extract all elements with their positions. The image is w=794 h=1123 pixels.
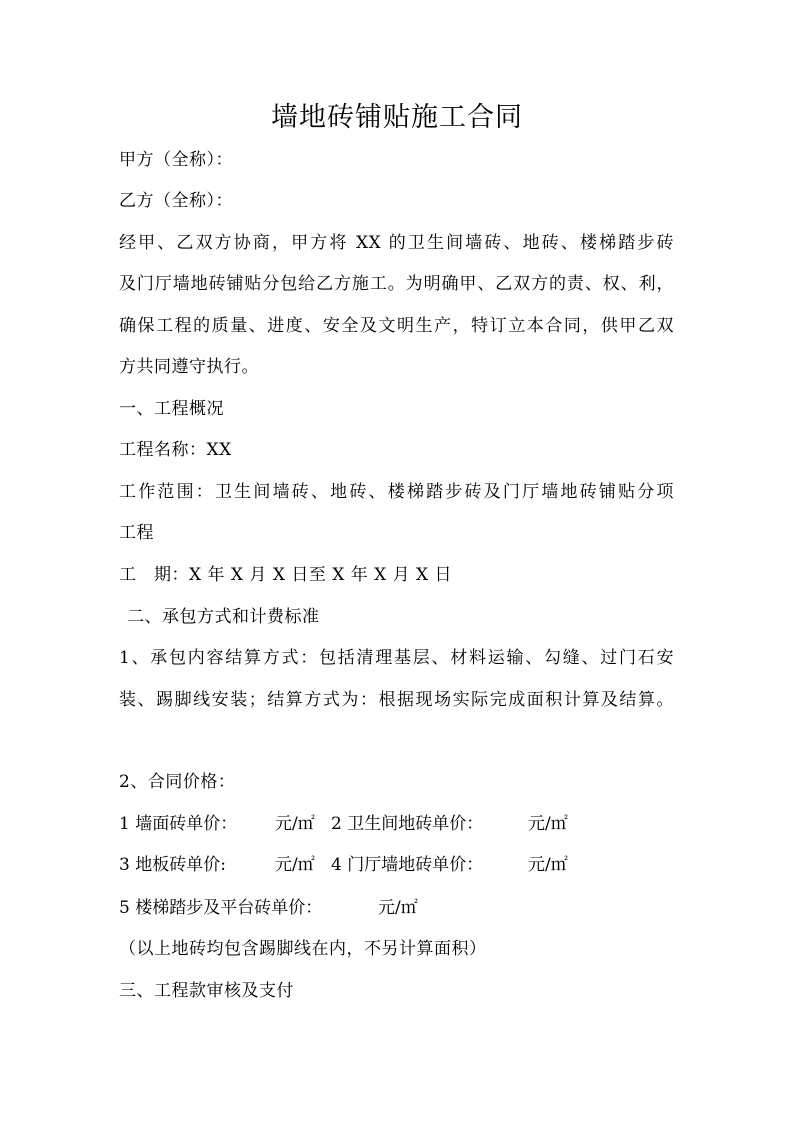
floor-tile-price-label: 3 地板砖单价: [119, 855, 226, 875]
document-title: 墙地砖铺贴施工合同 [271, 102, 523, 133]
work-scope-line: 工程 [119, 523, 154, 543]
intro-line: 确保工程的质量、进度、安全及文明生产，特订立本合同，供甲乙双 [119, 316, 674, 336]
unit-label: 元/㎡ [275, 814, 315, 834]
price-note: （以上地砖均包含踢脚线在内，不另计算面积） [119, 939, 487, 959]
contract-price-heading: 2、合同价格： [119, 772, 236, 792]
work-period: 工 期：X 年 X 月 X 日至 X 年 X 月 X 日 [119, 565, 453, 585]
work-scope-line: 工作范围：卫生间墙砖、地砖、楼梯踏步砖及门厅墙地砖铺贴分项 [119, 482, 674, 502]
party-a-line: 甲方（全称）： [119, 150, 233, 170]
section-heading-overview: 一、工程概况 [119, 399, 224, 419]
intro-line: 经甲、乙双方协商，甲方将 XX 的卫生间墙砖、地砖、楼梯踏步砖 [119, 233, 674, 253]
wall-tile-price-label: 1 墙面砖单价： [119, 814, 238, 834]
settlement-line: 1、承包内容结算方式：包括清理基层、材料运输、勾缝、过门石安 [119, 648, 674, 668]
price-row [119, 853, 679, 877]
unit-label: 元/㎡ [275, 855, 315, 875]
unit-label: 元/㎡ [378, 898, 418, 918]
party-b-line: 乙方（全称）： [119, 191, 233, 211]
stair-tile-price-label: 5 楼梯踏步及平台砖单价： [119, 898, 323, 918]
section-heading-contract-method: 二、承包方式和计费标准 [127, 607, 320, 627]
price-row [119, 812, 679, 836]
intro-line: 及门厅墙地砖铺贴分包给乙方施工。为明确甲、乙双方的责、权、利， [119, 274, 674, 294]
settlement-line: 装、踢脚线安装；结算方式为：根据现场实际完成面积计算及结算。 [119, 690, 674, 710]
unit-label: 元/㎡ [528, 855, 568, 875]
unit-label: 元/㎡ [528, 814, 568, 834]
intro-line: 方共同遵守执行。 [119, 357, 259, 377]
section-heading-payment: 三、工程款审核及支付 [119, 981, 294, 1001]
price-row [119, 896, 679, 920]
hall-tile-price-label: 4 门厅墙地砖单价： [331, 855, 484, 875]
project-name: 工程名称：XX [119, 440, 232, 460]
bathroom-floor-tile-price-label: 2 卫生间地砖单价： [331, 814, 484, 834]
